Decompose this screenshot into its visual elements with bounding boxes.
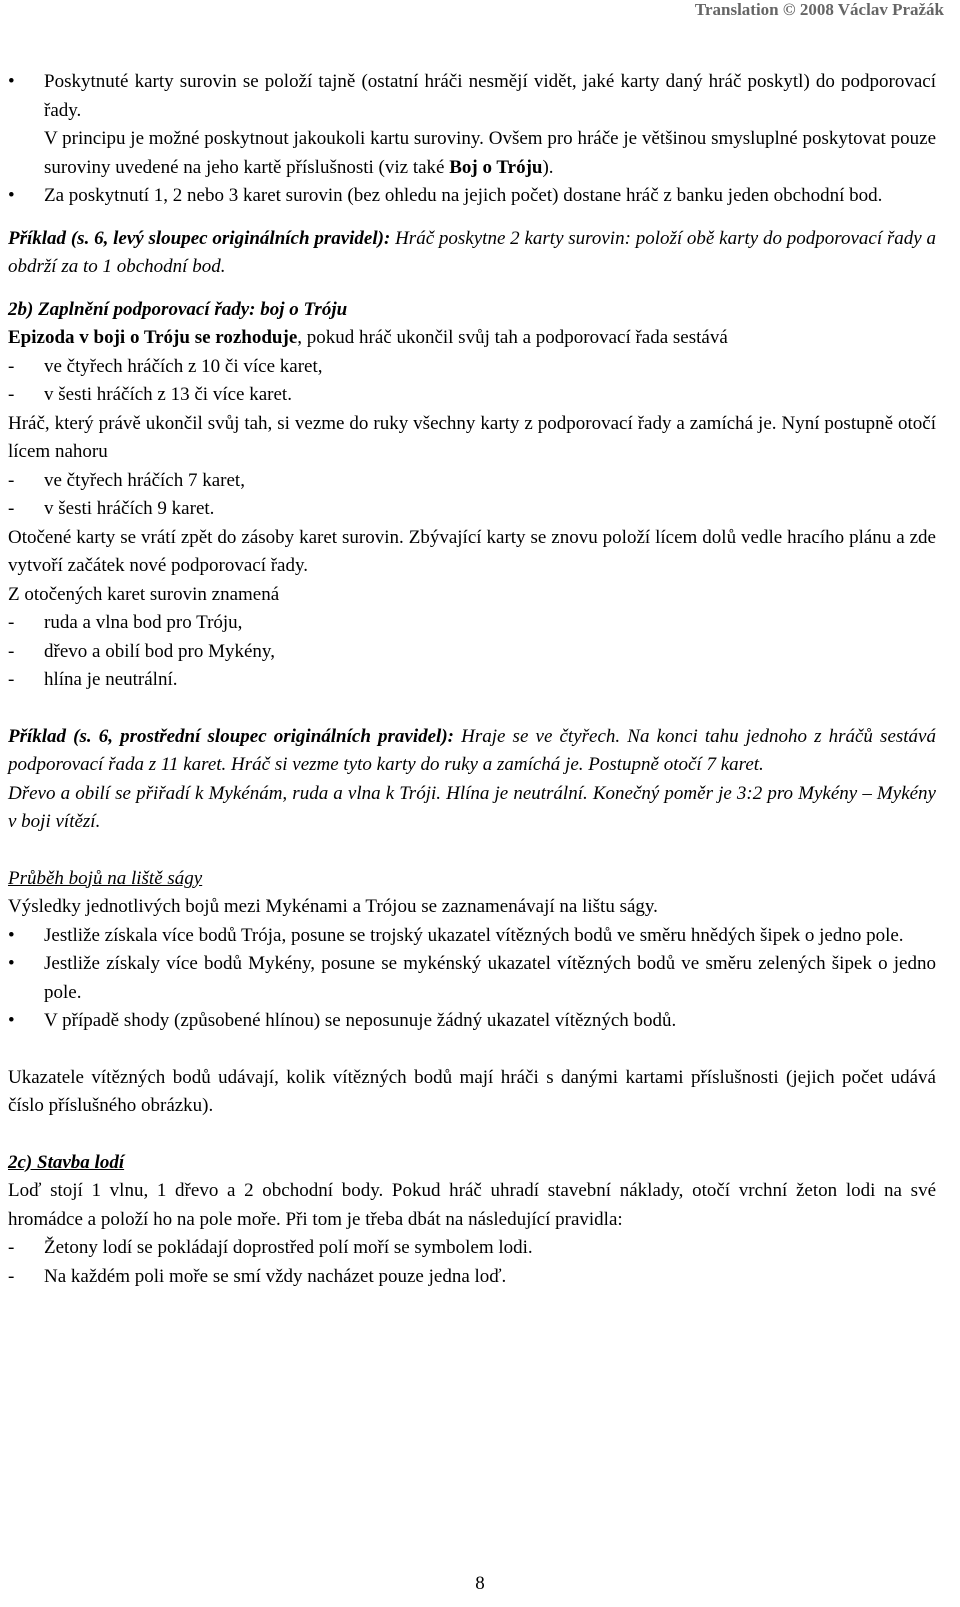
bullet-text: Za poskytnutí 1, 2 nebo 3 karet surovin (bez ohledu na jejich počet) dostane hráč z banku jeden obchodní bod.	[44, 185, 883, 206]
example-2	[8, 723, 936, 780]
paragraph: Hráč, který právě ukončil svůj tah, si vezme do ruky všechny karty z podporovací řady a zamíchá je. Nyní postupně otočí lícem nahoru	[8, 412, 936, 462]
document-body	[8, 68, 936, 1291]
page-number: 8	[475, 1573, 485, 1594]
paragraph: Ukazatele vítězných bodů udávají, kolik vítězných bodů mají hráči s danými kartami příslušnosti (jejich počet udává číslo příslušného obrázku).	[8, 1066, 936, 1116]
paragraph: Z otočených karet surovin znamená	[8, 583, 280, 605]
copyright-header: Translation © 2008 Václav Pražák	[694, 0, 944, 19]
example-text: Hraje se ve čtyřech. Na konci tahu jednoho z hráčů sestává podporovací řada z 11 karet. Hráč si vezme tyto karty do ruky a zamíchá je. Postupně otočí 7 karet.	[8, 725, 936, 775]
dash-item: - ruda a vlna bod pro Tróju,	[8, 609, 936, 638]
bullet-item	[8, 68, 936, 125]
dash-item: - ve čtyřech hráčích 7 karet,	[8, 467, 936, 496]
bullet-item: • Jestliže získaly více bodů Mykény, posune se mykénský ukazatel vítězných bodů ve směru zelených šipek o jedno pole.	[8, 950, 936, 1007]
dash-item: - ve čtyřech hráčích z 10 či více karet,	[8, 353, 936, 382]
example-1	[8, 225, 936, 282]
intro-bold: Epizoda v boji o Tróju se rozhoduje	[8, 327, 298, 348]
paragraph: Otočené karty se vrátí zpět do zásoby karet surovin. Zbývající karty se znovu položí lícem dolů vedle hracího plánu a zde vytvoří začátek nové podporovací řady.	[8, 526, 936, 576]
dash-item: - v šesti hráčích z 13 či více karet.	[8, 381, 936, 410]
bullet-item: • Jestliže získala více bodů Trója, posune se trojský ukazatel vítězných bodů ve směru hnědých šipek o jedno pole.	[8, 922, 936, 951]
section-heading-2c: 2c) Stavba lodí	[8, 1151, 125, 1173]
paragraph: Výsledky jednotlivých bojů mezi Mykénami a Trójou se zaznamenávají na lištu ságy.	[8, 896, 658, 917]
dash-item: - dřevo a obilí bod pro Mykény,	[8, 638, 936, 667]
bullet-text: Poskytnuté karty surovin se položí tajně (ostatní hráči nesmějí vidět, jaké karty daný hráč poskytl) do podporovací řady.	[44, 71, 936, 121]
example-label: Příklad (s. 6, levý sloupec originálních pravidel):	[8, 227, 391, 249]
dash-item: - v šesti hráčích 9 karet.	[8, 495, 936, 524]
example-text: Hráč poskytne 2 karty surovin: položí obě karty do podporovací řady a obdrží za to 1 obchodní bod.	[8, 227, 936, 277]
bullet-item	[8, 182, 936, 211]
example-label: Příklad (s. 6, prostřední sloupec originálních pravidel):	[8, 725, 454, 747]
intro-rest: , pokud hráč ukončil svůj tah a podporovací řada sestává	[297, 327, 728, 348]
continuation-text: V principu je možné poskytnout jakoukoli kartu suroviny. Ovšem pro hráče je většinou smysluplné poskytovat pouze suroviny uvedené na jeho kartě příslušnosti (viz také	[44, 128, 936, 178]
bullet-item: • V případě shody (způsobené hlínou) se neposunuje žádný ukazatel vítězných bodů.	[8, 1007, 936, 1036]
continuation-end: ).	[542, 156, 554, 178]
dash-item: - Žetony lodí se pokládají doprostřed polí moří se symbolem lodi.	[8, 1234, 936, 1263]
section-heading-2b: 2b) Zaplnění podporovací řady: boj o Tróju	[8, 298, 348, 320]
dash-item: - hlína je neutrální.	[8, 666, 936, 695]
section-heading-saga: Průběh bojů na liště ságy	[8, 867, 203, 889]
dash-item: - Na každém poli moře se smí vždy nacházet pouze jedna loď.	[8, 1263, 936, 1292]
paragraph: Loď stojí 1 vlnu, 1 dřevo a 2 obchodní body. Pokud hráč uhradí stavební náklady, otočí vrchní žeton lodi na své hromádce a položí ho na pole moře. Při tom je třeba dbát na následující pravidla:	[8, 1180, 936, 1230]
paragraph	[8, 324, 936, 353]
example-2-continued: Dřevo a obilí se přiřadí k Mykénám, ruda a vlna k Tróji. Hlína je neutrální. Konečný poměr je 3:2 pro Mykény – Mykény v boji vítězí.	[8, 782, 936, 832]
bullet-continuation	[8, 125, 936, 182]
reference-bold: Boj o Tróju	[449, 156, 543, 178]
